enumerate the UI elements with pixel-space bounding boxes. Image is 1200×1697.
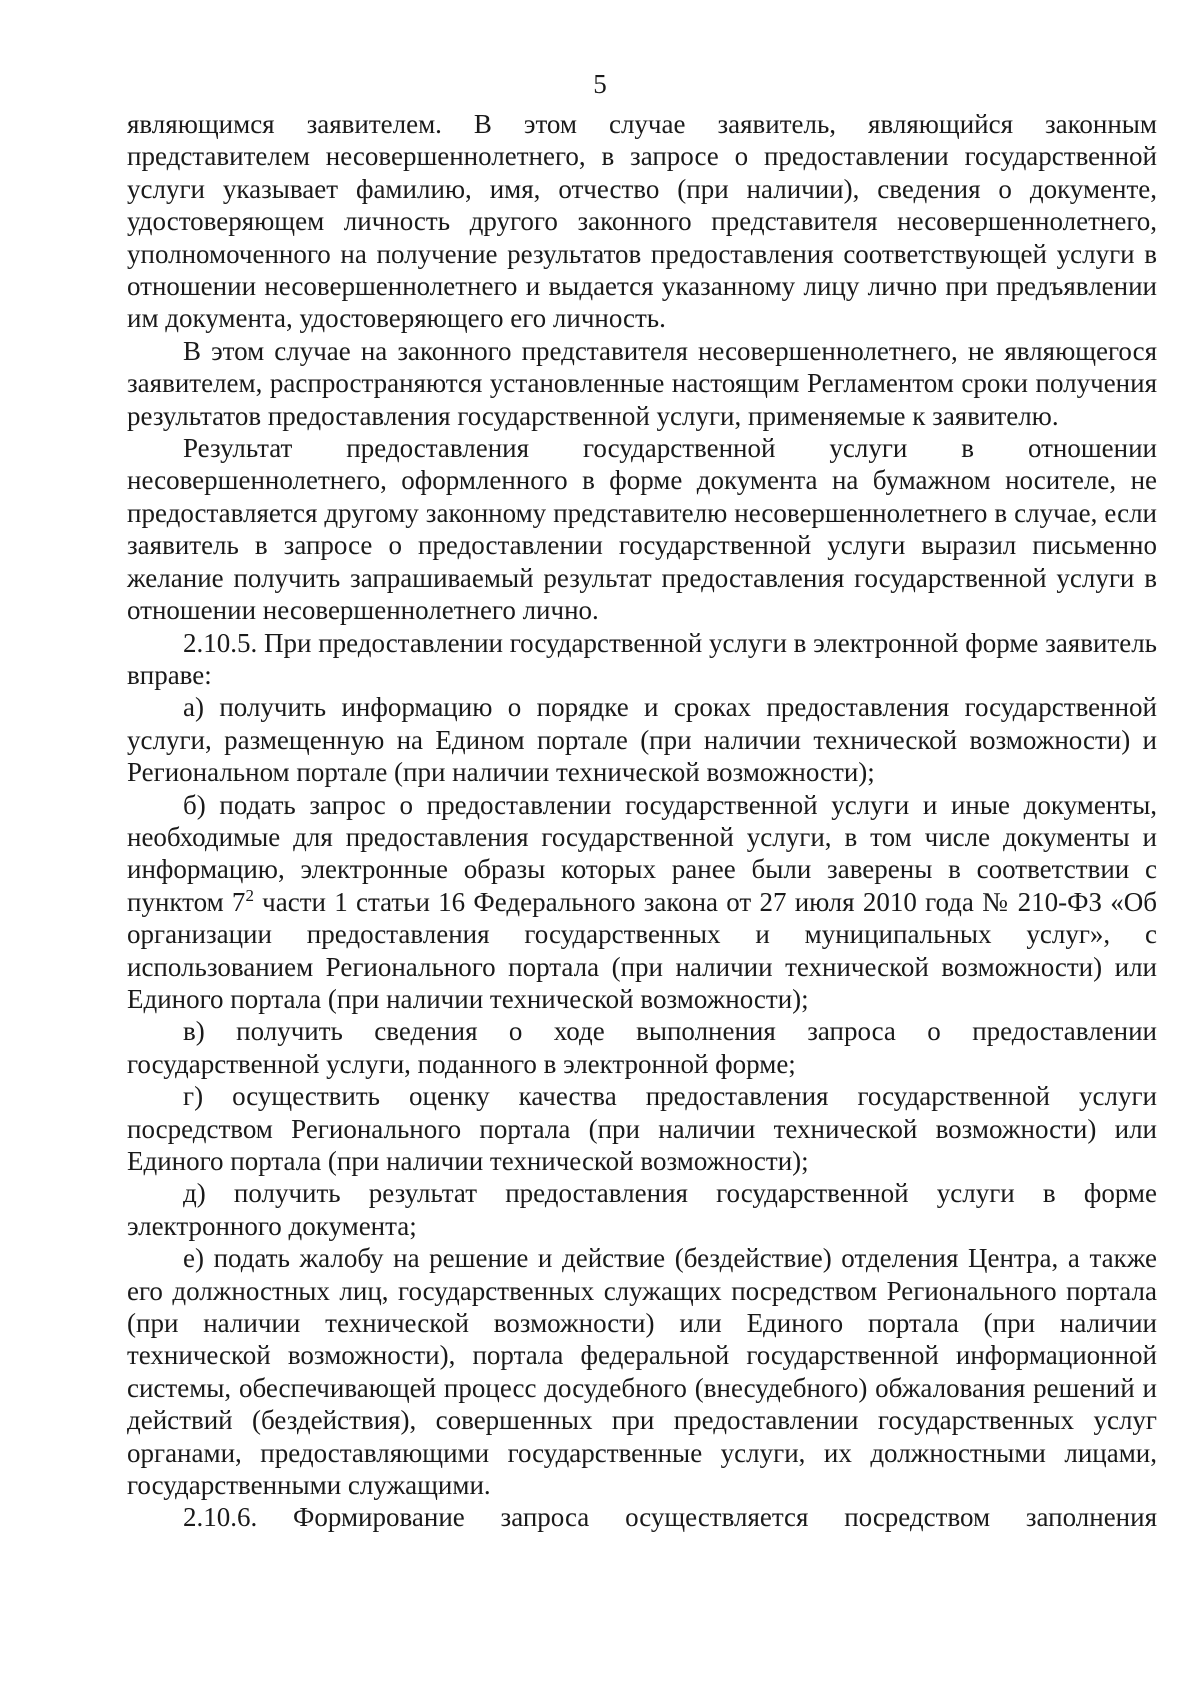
list-item-a: а) получить информацию о порядке и сроках предоставления государственной услуги, размещенную на Едином портале (при наличии технической возможности) и Региональном портале (при наличии технической возможности);: [127, 692, 1157, 788]
paragraph-representative-terms: В этом случае на законного представителя несовершеннолетнего, не являющегося заявителем, распространяются установленные настоящим Регламентом сроки получения результатов предоставления государственной услуги, применяемые к заявителю.: [127, 335, 1157, 431]
paragraph-result-delivery: Результат предоставления государственной услуги в отношении несовершеннолетнего, оформленного в форме документа на бумажном носителе, не предоставляется другому законному представителю несовершеннолетнего в случае, если заявитель в запросе о предоставлении государственной услуги выразил письменно желание получить запрашиваемый результат предоставления государственной услуги в отношении несовершеннолетнего лично.: [127, 433, 1157, 626]
paragraph-continuation: являющимся заявителем. В этом случае заявитель, являющийся законным представителем несовершеннолетнего, в запросе о предоставлении государственной услуги указывает фамилию, имя, отчество (при наличии), сведения о документе, удостоверяющем личность другого законного представителя несовершеннолетнего, уполномоченного на получение результатов предоставления соответствующей услуги в отношении несовершеннолетнего и выдается указанному лицу лично при предъявлении им документа, удостоверяющего его личность.: [127, 109, 1157, 334]
list-item-g: г) осуществить оценку качества предоставления государственной услуги посредством Регионального портала (при наличии технической возможности) или Единого портала (при наличии технической возможности);: [127, 1081, 1157, 1176]
list-item-b-text-after: части 1 статьи 16 Федерального закона от 27 июля 2010 года № 210-ФЗ «Об организации предоставления государственных и муниципальных услуг», с использованием Регионального портала (при наличии технической возможности) или Единого портала (при наличии технической возможности);: [127, 886, 1157, 1014]
superscript: 2: [245, 885, 254, 905]
list-item-v: в) получить сведения о ходе выполнения запроса о предоставлении государственной услуги, поданного в электронной форме;: [127, 1016, 1157, 1079]
page-number: 5: [593, 69, 607, 99]
document-body: [127, 108, 1157, 1534]
paragraph-2-10-5: 2.10.5. При предоставлении государственной услуги в электронной форме заявитель вправе:: [127, 627, 1157, 690]
list-item-b: [127, 789, 1157, 1016]
paragraph-2-10-6: 2.10.6. Формирование запроса осуществляется посредством заполнения: [183, 1502, 1157, 1533]
list-item-d: д) получить результат предоставления государственной услуги в форме электронного документа;: [127, 1178, 1157, 1241]
list-item-b-text-before: б) подать запрос о предоставлении государственной услуги и иные документы, необходимые для предоставления государственной услуги, в том числе документы и информацию, электронные образы которых ранее были заверены в соответствии с пунктом 7: [127, 789, 1157, 917]
list-item-e: е) подать жалобу на решение и действие (бездействие) отделения Центра, а также его должностных лиц, государственных служащих посредством Регионального портала (при наличии технической возможности) или Единого портала (при наличии технической возможности), портала федеральной государственной информационной системы, обеспечивающей процесс досудебного (внесудебного) обжалования решений и действий (бездействия), совершенных при предоставлении государственных услуг органами, предоставляющими государственные услуги, их должностными лицами, государственными служащими.: [127, 1243, 1157, 1501]
